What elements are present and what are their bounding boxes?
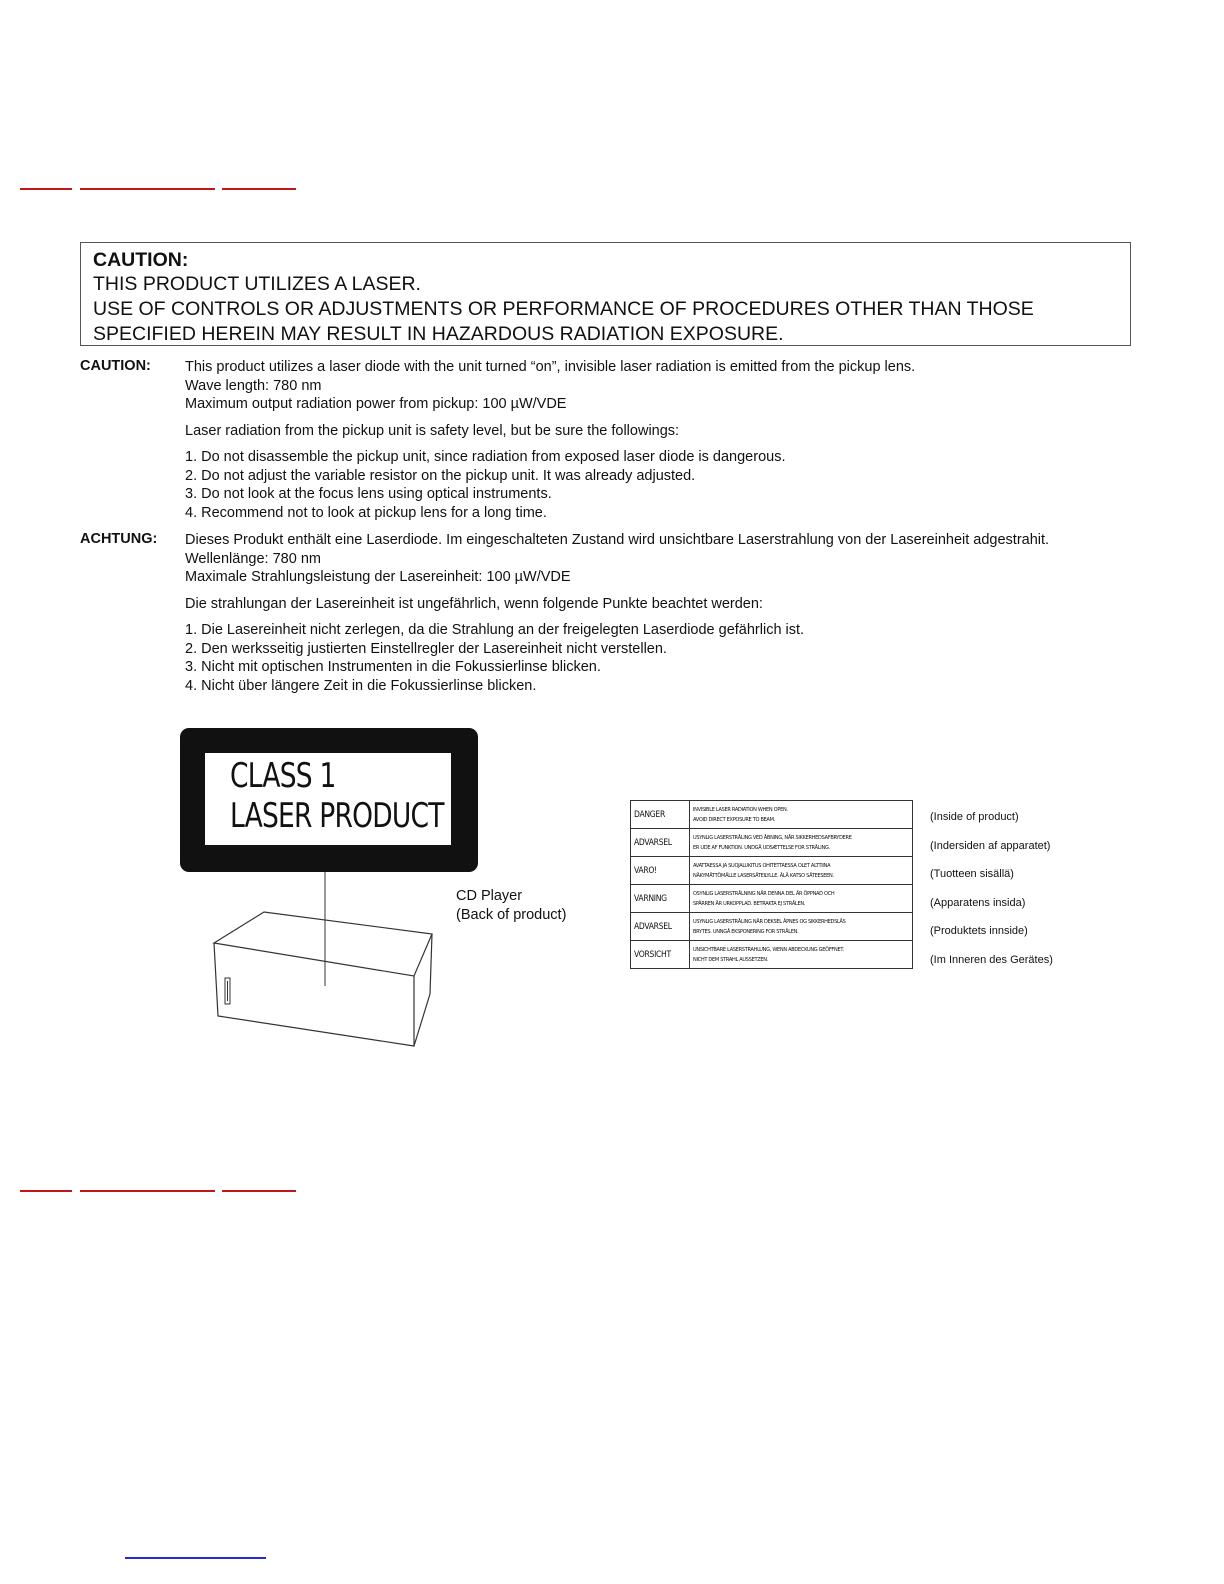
cd-caption-line2: (Back of product) bbox=[456, 907, 567, 923]
footer-link[interactable] bbox=[125, 1547, 266, 1559]
table-row bbox=[631, 885, 913, 913]
warning-lang: VORSICHT bbox=[631, 941, 690, 969]
nav-link-1[interactable] bbox=[20, 1180, 72, 1192]
list-item: 2. Do not adjust the variable resistor on the pickup unit. It was already adjusted. bbox=[185, 467, 696, 484]
wavelength-text: Wellenlänge: 780 nm bbox=[185, 550, 321, 567]
warning-text: UNSICHTBARE LASERSTRAHLUNG, WENN ABDECKUNG GEÖFFNET. NICHT DEM STRAHL AUSSETZEN. bbox=[690, 941, 913, 969]
caution-body bbox=[185, 358, 1135, 522]
caution-label: CAUTION: bbox=[80, 358, 151, 374]
nav-link-2[interactable] bbox=[80, 1180, 215, 1192]
list-item: 1. Die Lasereinheit nicht zerlegen, da die Strahlung an der freigelegten Laserdiode gefährlich ist. bbox=[185, 622, 805, 638]
warning-lang: VARNING bbox=[631, 885, 690, 913]
warning-lang: ADVARSEL bbox=[631, 913, 690, 941]
cd-player-drawing bbox=[200, 868, 440, 1048]
table-row bbox=[631, 857, 913, 885]
class-label-line1: CLASS 1 bbox=[230, 756, 336, 796]
caution-box bbox=[80, 242, 1131, 346]
nav-link-3[interactable] bbox=[222, 1180, 296, 1192]
achtung-label: ACHTUNG: bbox=[80, 531, 158, 547]
class1-laser-label bbox=[180, 728, 478, 872]
list-item: 2. Den werksseitig justierten Einstellregler der Lasereinheit nicht verstellen. bbox=[185, 640, 667, 657]
list-item: 1. Do not disassemble the pickup unit, since radiation from exposed laser diode is dangerous. bbox=[185, 449, 786, 465]
warning-text: OSYNLIG LASERSTRÅLNING NÄR DENNA DEL ÄR ÖPPNAD OCH SPÄRREN ÄR URKOPPLAD. BETRAKTA EJ STRÅLEN. bbox=[690, 885, 913, 913]
table-row bbox=[631, 829, 913, 857]
warning-lang: ADVARSEL bbox=[631, 829, 690, 857]
location-note: (Inside of product) bbox=[930, 811, 1019, 823]
cd-caption-line1: CD Player bbox=[456, 888, 523, 904]
warning-text: INVISIBLE LASER RADIATION WHEN OPEN. AVOID DIRECT EXPOSURE TO BEAM. bbox=[690, 801, 913, 829]
location-note: (Produktets innside) bbox=[930, 925, 1028, 937]
location-note: (Apparatens insida) bbox=[930, 896, 1026, 909]
achtung-intro: Dieses Produkt enthält eine Laserdiode. Im eingeschalteten Zustand wird unsichtbare Laserstrahlung von der Lasereinheit adgestrahit. bbox=[185, 532, 1050, 548]
achtung-body bbox=[185, 531, 1135, 695]
list-item: 4. Nicht über längere Zeit in die Fokussierlinse blicken. bbox=[185, 677, 537, 694]
list-item: 3. Nicht mit optischen Instrumenten in die Fokussierlinse blicken. bbox=[185, 659, 601, 675]
safety-text: Die strahlungan der Lasereinheit ist ungefährlich, wenn folgende Punkte beachtet werden: bbox=[185, 595, 763, 612]
nav-link-2[interactable] bbox=[80, 178, 215, 190]
list-item: 4. Recommend not to look at pickup lens for a long time. bbox=[185, 504, 547, 521]
table-row bbox=[631, 941, 913, 969]
caution-box-line: THIS PRODUCT UTILIZES A LASER. bbox=[93, 273, 421, 295]
wavelength-text: Wave length: 780 nm bbox=[185, 377, 322, 394]
caution-box-line: USE OF CONTROLS OR ADJUSTMENTS OR PERFORMANCE OF PROCEDURES OTHER THAN THOSE bbox=[93, 298, 1034, 320]
warning-text: USYNLIG LASERSTRÅLING NÅR DEKSEL ÅPNES OG SIKKERHEDSLÅS BRYTES. UNNGÅ EKSPONERING FOR STRÅLEN. bbox=[690, 913, 913, 941]
list-item: 3. Do not look at the focus lens using optical instruments. bbox=[185, 486, 552, 502]
cd-player-caption bbox=[456, 887, 566, 925]
warning-text: AVATTAESSA JA SUOJALUKITUS OHITETTAESSA OLET ALTTIINA NÄKYMÄTTÖMÄLLE LASERSÄTEILYLLE. ÄLÄ KATSO SÄTEESEEN. bbox=[690, 857, 913, 885]
class-label-line2: LASER PRODUCT bbox=[230, 796, 444, 836]
warning-lang: VARO! bbox=[631, 857, 690, 885]
power-text: Maximum output radiation power from pickup: 100 µW/VDE bbox=[185, 396, 567, 412]
safety-text: Laser radiation from the pickup unit is safety level, but be sure the followings: bbox=[185, 422, 680, 439]
warning-text: USYNLIG LASERSTRÅLING VED ÅBNING, NÅR SIKKERHEDSAFBRYDERE ER UDE AF FUNKTION. UNDGÅ UDSÆTTELSE FOR STRÅLING. bbox=[690, 829, 913, 857]
warning-lang: DANGER bbox=[631, 801, 690, 829]
location-note: (Im Inneren des Gerätes) bbox=[930, 953, 1053, 966]
table-row bbox=[631, 913, 913, 941]
caution-box-title: CAUTION: bbox=[93, 249, 189, 271]
warning-location-notes bbox=[930, 808, 1053, 979]
nav-link-3[interactable] bbox=[222, 178, 296, 190]
caution-section-en bbox=[80, 358, 1140, 523]
nav-link-1[interactable] bbox=[20, 178, 72, 190]
class1-laser-label-inner bbox=[205, 753, 451, 845]
table-row bbox=[631, 801, 913, 829]
caution-intro: This product utilizes a laser diode with the unit turned “on”, invisible laser radiation is emitted from the pickup lens. bbox=[185, 359, 916, 375]
power-text: Maximale Strahlungsleistung der Lasereinheit: 100 µW/VDE bbox=[185, 569, 571, 585]
achtung-section-de bbox=[80, 531, 1140, 721]
caution-box-line: SPECIFIED HEREIN MAY RESULT IN HAZARDOUS RADIATION EXPOSURE. bbox=[93, 323, 784, 345]
location-note: (Indersiden af apparatet) bbox=[930, 839, 1051, 852]
warning-label-table bbox=[630, 800, 913, 969]
location-note: (Tuotteen sisällä) bbox=[930, 868, 1014, 880]
